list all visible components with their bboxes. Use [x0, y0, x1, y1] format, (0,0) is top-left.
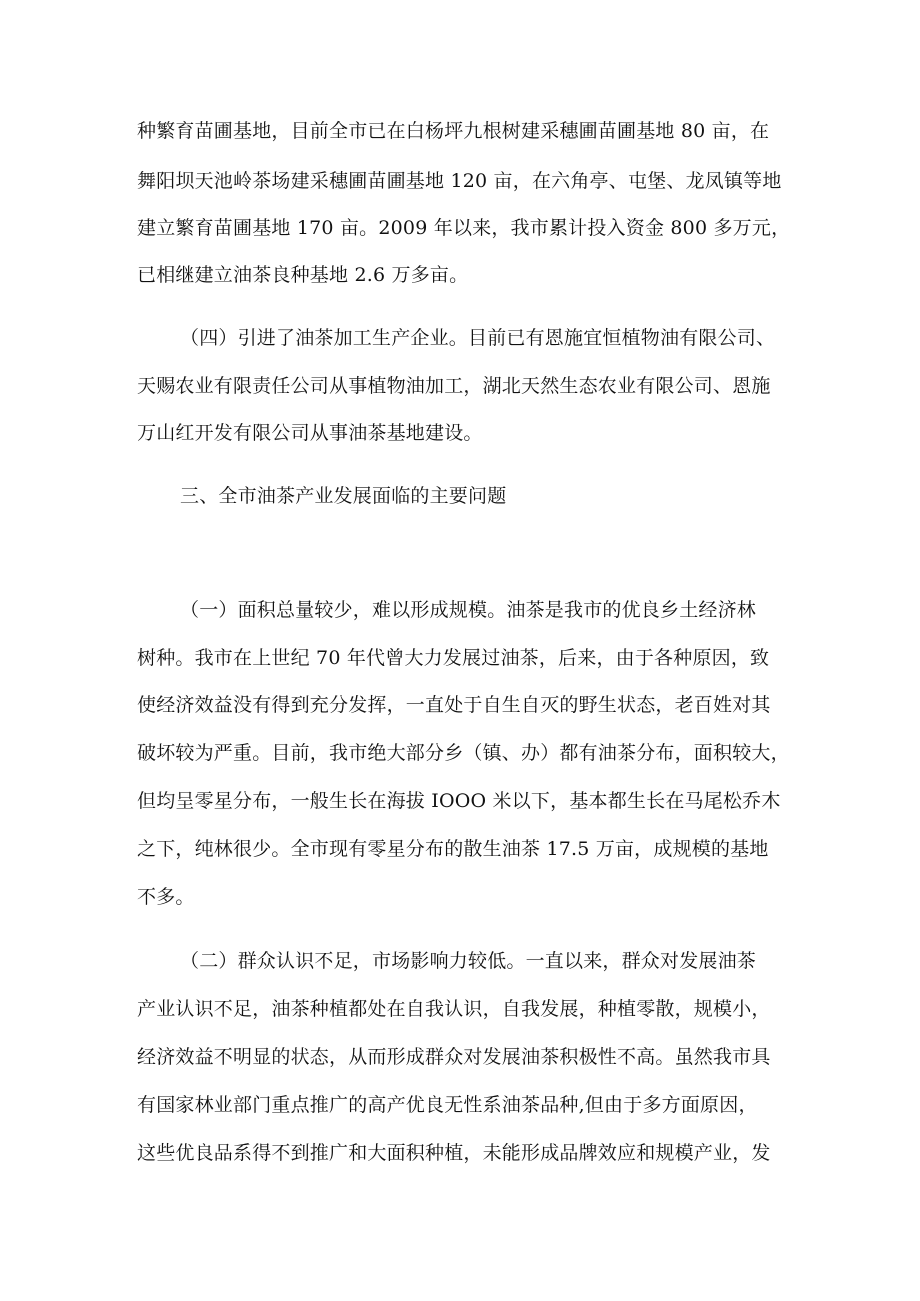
text-line: 建立繁育苗圃基地 170 亩。2009 年以来，我市累计投入资金 800 多万元，: [137, 217, 791, 239]
section-heading: 三、全市油茶产业发展面临的主要问题: [180, 485, 507, 507]
text-line: 这些优良品系得不到推广和大面积种植，未能形成品牌效应和规模产业，发: [137, 1142, 771, 1164]
text-line: 使经济效益没有得到充分发挥，一直处于自生自灭的野生状态，老百姓对其: [137, 694, 771, 716]
text-line: 产业认识不足，油茶种植都处在自我认识，自我发展，种植零散，规模小，: [137, 998, 771, 1020]
text-line: 之下，纯林很少。全市现有零星分布的散生油茶 17.5 万亩，成规模的基地: [137, 838, 769, 860]
text-line: （一）面积总量较少，难以形成规模。油茶是我市的优良乡土经济林: [180, 599, 757, 621]
text-line: （四）引进了油茶加工生产企业。目前已有恩施宜恒植物油有限公司、: [180, 327, 776, 349]
text-line: 天赐农业有限责任公司从事植物油加工，湖北天然生态农业有限公司、恩施: [137, 375, 771, 397]
text-line: 破坏较为严重。目前，我市绝大部分乡（镇、办）都有油茶分布，面积较大，: [137, 742, 790, 764]
text-line: 经济效益不明显的状态，从而形成群众对发展油茶积极性不高。虽然我市具: [137, 1046, 771, 1068]
text-line: 已相继建立油茶良种基地 2.6 万多亩。: [137, 264, 469, 286]
text-line: 舞阳坝天池岭茶场建采穗圃苗圃基地 120 亩，在六角亭、屯堡、龙凤镇等地: [137, 170, 782, 192]
text-line: 有国家林业部门重点推广的高产优良无性系油茶品种,但由于多方面原因，: [137, 1094, 758, 1116]
text-line: 万山红开发有限公司从事油茶基地建设。: [137, 422, 483, 444]
text-line: （二）群众认识不足，市场影响力较低。一直以来，群众对发展油茶: [180, 950, 757, 972]
text-line: 但均呈零星分布，一般生长在海拔 IOOO 米以下，基本都生长在马尾松乔木: [137, 790, 781, 812]
text-line: 树种。我市在上世纪 70 年代曾大力发展过油茶，后来，由于各种原因，致: [137, 647, 770, 669]
text-line: 不多。: [137, 886, 195, 908]
text-line: 种繁育苗圃基地，目前全市已在白杨坪九根树建采穗圃苗圃基地 80 亩，在: [137, 120, 770, 142]
